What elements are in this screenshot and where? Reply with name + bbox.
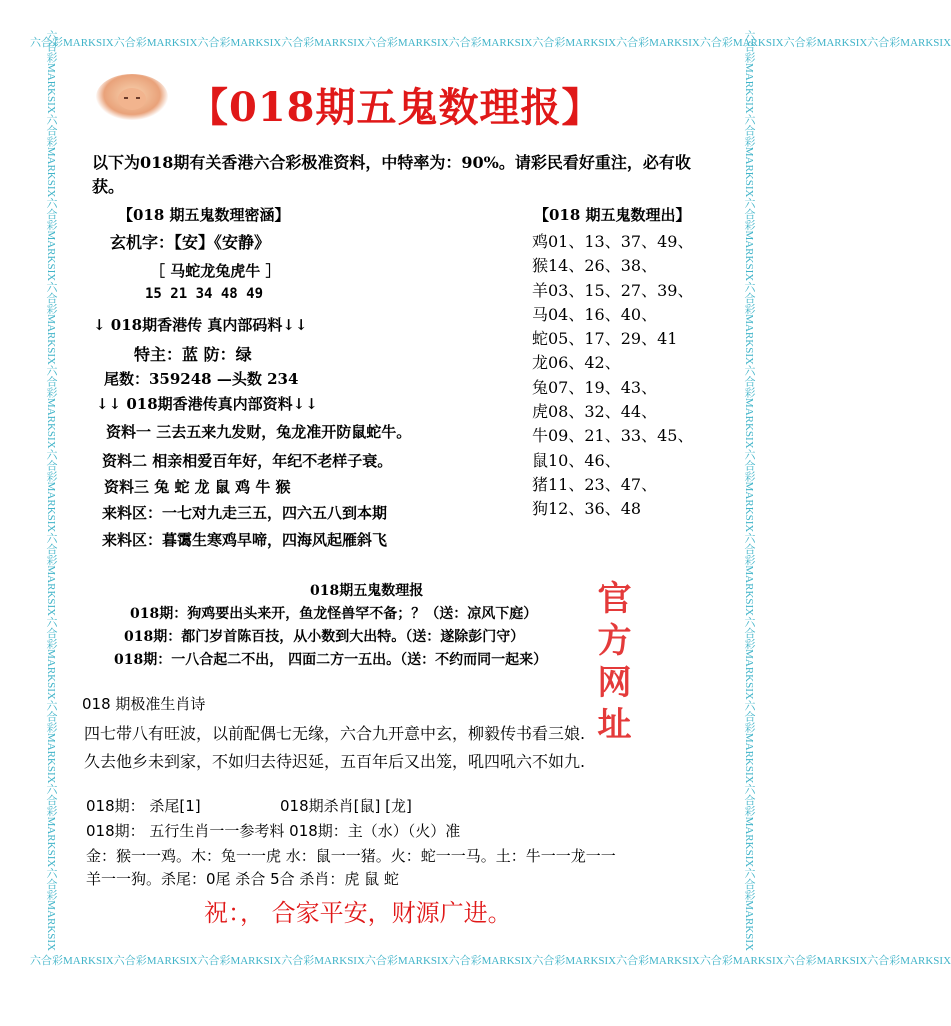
poem-title: 018 期极准生肖诗 <box>82 695 206 713</box>
numbers-line: 15 21 34 48 49 <box>145 286 264 302</box>
list-item: 猪11、23、47、 <box>532 474 658 494</box>
laiyuan-2: 来料区：暮霭生寒鸡早啼，四海风起雁斜飞 <box>102 531 388 549</box>
list-item: 猴14、26、38、 <box>532 256 658 276</box>
bottom-line-1a: 018期： 杀尾[1] <box>86 797 201 815</box>
list-item: 兔07、19、43、 <box>532 377 658 397</box>
laiyuan-1: 来料区：一七对九走三五，四六五八到本期 <box>102 504 388 522</box>
blessing-line: 祝：， 合家平安，财源广进。 <box>204 899 512 927</box>
intro-line-2: 获。 <box>92 177 125 196</box>
intro-line-1: 以下为018期有关香港六合彩极准资料，中特率为：90%。请彩民看好重注，必有收 <box>92 153 691 172</box>
border-right: 六合彩MARKSIX六合彩MARKSIX六合彩MARKSIX六合彩MARKSIX六合彩MARKSIX六合彩MARKSIX六合彩MARKSIX六合彩MARKSIX六合彩MARKSIX六合彩MARKSIX六合彩MARKSIX <box>743 30 755 952</box>
border-top: 六合彩MARKSIX六合彩MARKSIX六合彩MARKSIX六合彩MARKSIX六合彩MARKSIX六合彩MARKSIX六合彩MARKSIX六合彩MARKSIX六合彩MARKSIX六合彩MARKSIX六合彩MARKSIX <box>30 37 951 49</box>
border-left: 六合彩MARKSIX六合彩MARKSIX六合彩MARKSIX六合彩MARKSIX六合彩MARKSIX六合彩MARKSIX六合彩MARKSIX六合彩MARKSIX六合彩MARKSIX六合彩MARKSIX六合彩MARKSIX <box>45 30 57 952</box>
hk-info-line: ↓↓ 018期香港传真内部资料↓↓ <box>96 395 318 413</box>
page-title: 【018期五鬼数理报】 <box>188 84 603 131</box>
zodiac-set: ［ 马蛇龙兔虎牛 ］ <box>150 262 281 280</box>
mid-line-3: 018期：一八合起二不出， 四面二方一五出。（送：不约而同一起来） <box>114 652 548 668</box>
ziliao-1: 资料一 三去五来九发财，兔龙准开防鼠蛇牛。 <box>106 423 412 441</box>
poem-line-1: 四七带八有旺波，以前配偶七无缘，六合九开意中玄，柳毅传书看三娘. <box>84 724 586 743</box>
mid-title: 018期五鬼数理报 <box>310 583 424 599</box>
poem-line-2: 久去他乡未到家，不如归去待迟延，五百年后又出笼，吼四吼六不如九. <box>84 752 586 771</box>
list-item: 狗12、36、48 <box>532 499 642 519</box>
xuanji-line: 玄机字：【安】《安静》 <box>110 233 271 252</box>
mid-line-1: 018期：狗鸡要出头来开，鱼龙怪兽罕不备；？（送：凉风下庭） <box>130 606 538 622</box>
list-item: 牛09、21、33、45、 <box>532 426 694 446</box>
list-item: 鼠10、46、 <box>532 450 621 470</box>
list-item: 鸡01、13、37、49、 <box>532 232 694 251</box>
list-item: 蛇05、17、29、41 <box>532 329 678 349</box>
border-bottom: 六合彩MARKSIX六合彩MARKSIX六合彩MARKSIX六合彩MARKSIX六合彩MARKSIX六合彩MARKSIX六合彩MARKSIX六合彩MARKSIX六合彩MARKSIX六合彩MARKSIX六合彩MARKSIX <box>30 955 951 967</box>
ziliao-2: 资料二 相亲相爱百年好，年纪不老样子衰。 <box>102 452 393 470</box>
right-number-list <box>532 230 693 522</box>
list-item: 羊03、15、27、39、 <box>532 280 694 300</box>
right-section-title: 【018 期五鬼数理出】 <box>534 206 691 224</box>
weishu-line: 尾数：359248 —头数 234 <box>104 370 299 388</box>
bottom-line-4: 羊一一狗。杀尾：0尾 杀合 5合 杀肖：虎 鼠 蛇 <box>86 870 399 888</box>
hk-code-line: ↓ 018期香港传 真内部码料↓↓ <box>93 316 308 334</box>
avatar-image <box>96 74 168 120</box>
official-site-stamp: 官方网址 <box>591 580 631 748</box>
bottom-line-3: 金：猴一一鸡。木：兔一一虎 水：鼠一一猪。火：蛇一一马。土：牛一一龙一一 <box>86 847 616 865</box>
list-item: 马04、16、40、 <box>532 304 658 324</box>
list-item: 虎08、32、44、 <box>532 402 658 422</box>
ziliao-3: 资料三 兔 蛇 龙 鼠 鸡 牛 猴 <box>104 478 291 496</box>
bottom-line-2: 018期： 五行生肖一一参考料 018期：主（水）（火）准 <box>86 822 461 840</box>
bottom-line-1b: 018期杀肖[鼠] [龙] <box>280 797 412 815</box>
tezhu-line: 特主：蓝 防：绿 <box>134 345 252 364</box>
mid-line-2: 018期：都门岁首陈百技，从小数到大出特。（送：遂除彭门守） <box>124 629 525 645</box>
left-section-title: 【018 期五鬼数理密涵】 <box>118 206 290 224</box>
avatar-face-icon <box>118 88 146 110</box>
list-item: 龙06、42、 <box>532 353 621 373</box>
